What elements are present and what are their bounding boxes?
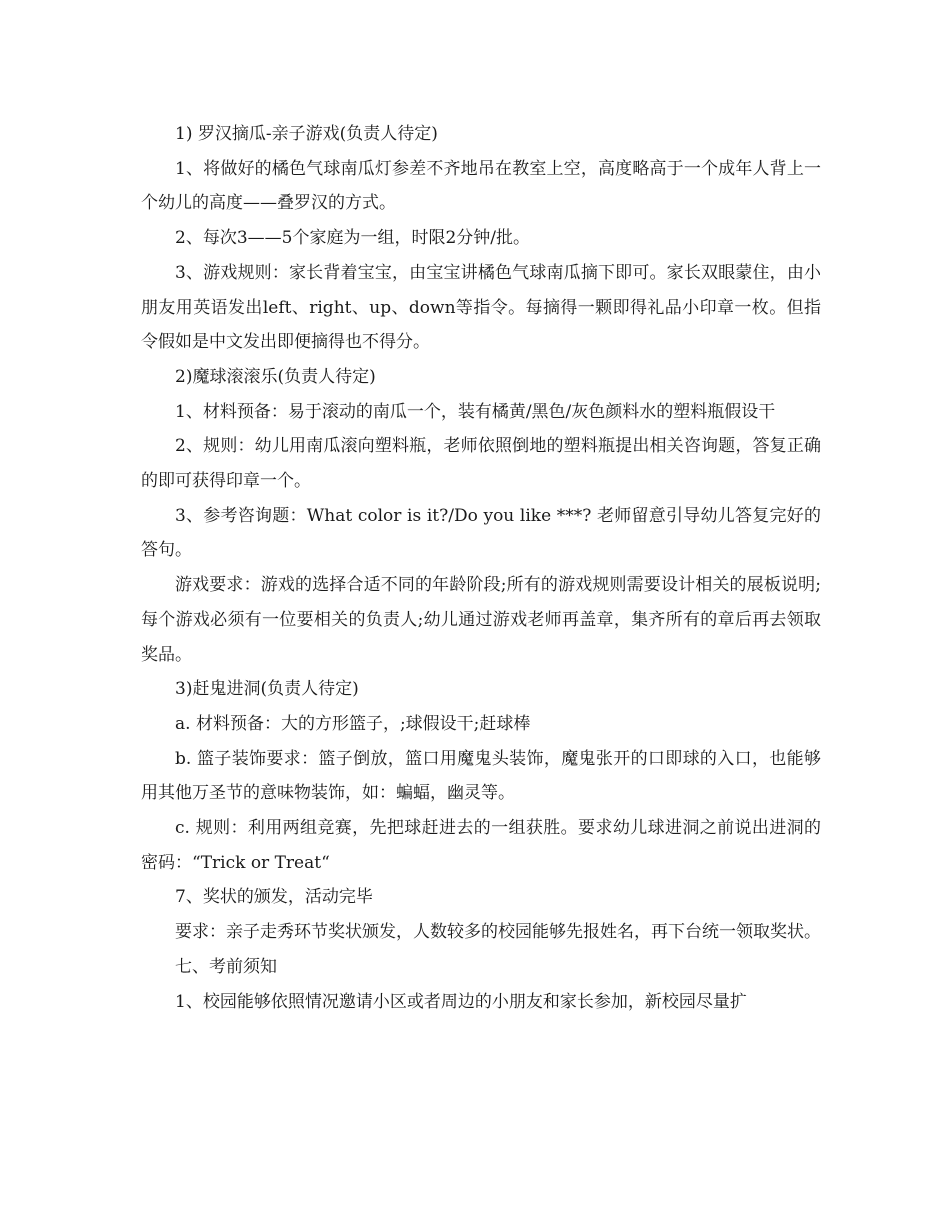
paragraph-game1-title: 1) 罗汉摘瓜-亲子游戏(负责人待定) bbox=[175, 124, 438, 144]
paragraph-game3-title: 3)赶鬼进洞(负责人待定) bbox=[175, 679, 359, 700]
paragraph: 2、每次3——5个家庭为一组，时限2分钟/批。 bbox=[175, 228, 530, 249]
paragraph-game2-title: 2)魔球滚滚乐(负责人待定) bbox=[175, 366, 376, 387]
paragraph-game-requirements: 游戏要求：游戏的选择合适不同的年龄阶段;所有的游戏规则需要设计相关的展板说明;每个游戏必须有一位要相关的负责人;幼儿通过游戏老师再盖章，集齐所有的章后再去领取奖品。 bbox=[141, 575, 821, 665]
paragraph: 1、材料预备：易于滚动的南瓜一个，装有橘黄/黑色/灰色颜料水的塑料瓶假设干 bbox=[175, 401, 776, 422]
paragraph: c. 规则：利用两组竞赛，先把球赶进去的一组获胜。要求幼儿球进洞之前说出进洞的密码：“Trick or Treat“ bbox=[141, 818, 821, 873]
paragraph: 3、游戏规则：家长背着宝宝，由宝宝讲橘色气球南瓜摘下即可。家长双眼蒙住，由小朋友用英语发出left、right、up、down等指令。每摘得一颗即得礼品小印章一枚。但指令假如是中文发出即便摘得也不得分。 bbox=[141, 262, 821, 353]
paragraph: 3、参考咨询题：What color is it?/Do you like ***? 老师留意引导幼儿答复完好的答句。 bbox=[141, 505, 821, 561]
paragraph: 1、将做好的橘色气球南瓜灯参差不齐地吊在教室上空，高度略高于一个成年人背上一个幼儿的高度——叠罗汉的方式。 bbox=[141, 158, 821, 214]
paragraph: 要求：亲子走秀环节奖状颁发，人数较多的校园能够先报姓名，再下台统一领取奖状。 bbox=[175, 922, 821, 943]
document-body bbox=[141, 117, 821, 1019]
paragraph: a. 材料预备：大的方形篮子，;球假设干;赶球棒 bbox=[175, 713, 531, 734]
paragraph-notes-title: 七、考前须知 bbox=[175, 956, 277, 977]
paragraph: 2、规则：幼儿用南瓜滚向塑料瓶，老师依照倒地的塑料瓶提出相关咨询题，答复正确的即可获得印章一个。 bbox=[141, 436, 821, 492]
paragraph-section-7-title: 7、奖状的颁发，活动完毕 bbox=[175, 887, 373, 908]
paragraph: b. 篮子装饰要求：篮子倒放，篮口用魔鬼头装饰，魔鬼张开的口即球的入口，也能够用其他万圣节的意味物装饰，如：蝙蝠，幽灵等。 bbox=[141, 748, 821, 804]
paragraph: 1、校园能够依照情况邀请小区或者周边的小朋友和家长参加，新校园尽量扩 bbox=[175, 991, 747, 1012]
